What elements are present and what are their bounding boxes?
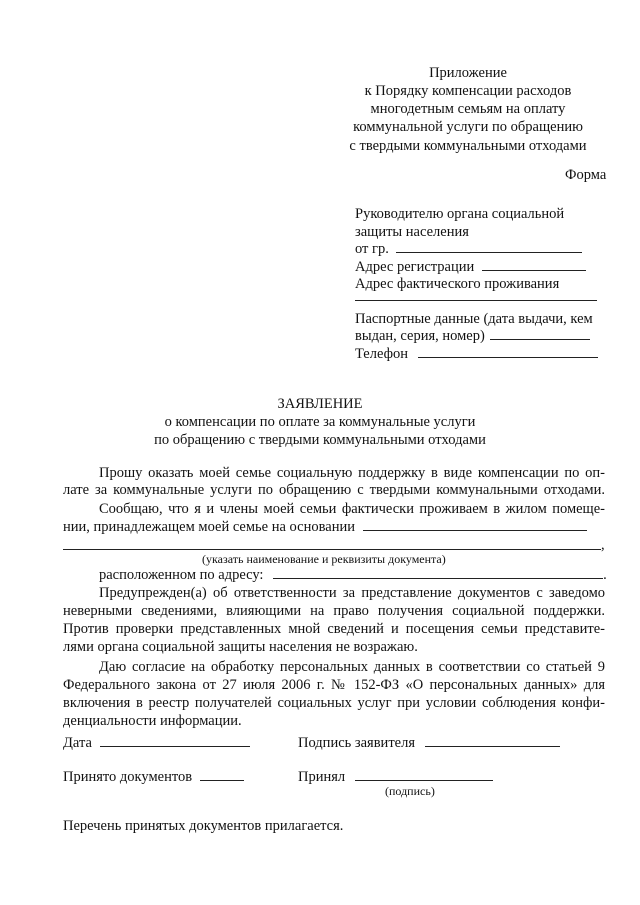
signature-hint: (подпись) [385, 784, 435, 798]
title-sub1: о компенсации по оплате за коммунальные услуги [164, 414, 476, 431]
basis-line-2[interactable] [63, 549, 601, 550]
document-title [0, 395, 640, 449]
date-label: Дата [63, 735, 92, 751]
header-line: Приложение [429, 65, 507, 81]
paragraph-4-line2: Федерального закона от 27 июля 2006 г. № 152-ФЗ «О персональных данных» для [63, 677, 605, 693]
basis-label: нии, принадлежащем моей семье на основании [63, 519, 355, 535]
actual-address-label: Адрес фактического проживания [355, 276, 560, 292]
paragraph-3-line4: лями органа социальной защиты населения не возражаю. [63, 639, 418, 655]
date-field[interactable] [63, 734, 250, 752]
docs-accepted-field[interactable] [63, 768, 244, 786]
paragraph-3-line2: неверными сведениями, влияющими на право получения социальной поддержки. [63, 603, 605, 619]
addressee-line1: Руководителю органа социальной [355, 206, 565, 222]
from-line[interactable] [396, 252, 582, 253]
applicant-signature-field[interactable] [298, 734, 560, 752]
paragraph-4-line1: Даю согласие на обработку персональных данных в соответствии со статьей 9 [99, 659, 605, 675]
from-label: от гр. [355, 241, 389, 257]
title-main: ЗАЯВЛЕНИЕ [277, 396, 363, 412]
header-line: с твердыми коммунальными отходами [349, 137, 587, 154]
paragraph-3-line3: Против проверки представленных мной сведений и посещения семьи представите- [63, 621, 605, 637]
actual-address-line[interactable] [355, 300, 597, 301]
paragraph-2-line1: Сообщаю, что я и члены моей семьи фактически проживаем в жилом помеще- [99, 501, 605, 517]
property-address-label: расположенном по адресу: [99, 567, 264, 583]
paragraph-4-line3: включения в реестр получателей социальных услуг при условии соблюдения конфи- [63, 695, 605, 711]
phone-field[interactable] [355, 345, 598, 363]
docs-accepted-label: Принято документов [63, 769, 193, 785]
docs-accepted-line[interactable] [200, 780, 244, 781]
from-field[interactable] [355, 240, 582, 258]
passport-label-line2: выдан, серия, номер) [355, 328, 485, 344]
appendix-header [318, 64, 618, 155]
registration-field[interactable] [355, 258, 586, 276]
passport-line[interactable] [490, 339, 590, 340]
paragraph-3-line1: Предупрежден(а) об ответственности за представление документов с заведомо [99, 585, 605, 601]
header-line: коммунальной услуги по обращению [353, 119, 583, 136]
signature-line[interactable] [425, 746, 560, 747]
header-line: к Порядку компенсации расходов [364, 83, 572, 100]
accepted-by-label: Принял [298, 769, 346, 785]
property-address-end: . [603, 567, 607, 583]
property-address-field[interactable] [99, 566, 607, 584]
passport-label-line1: Паспортные данные (дата выдачи, кем [355, 311, 593, 327]
phone-label: Телефон [355, 346, 408, 362]
header-line: многодетным семьям на оплату [370, 101, 566, 118]
paragraph-1-line2: лате за коммунальные услуги по обращению с твердыми коммунальными отходами. [63, 482, 605, 498]
basis-comma: , [601, 537, 605, 553]
property-address-line[interactable] [273, 578, 603, 579]
paragraph-1-line1: Прошу оказать моей семье социальную поддержку в виде компенсации по оп- [99, 465, 605, 481]
passport-field[interactable] [355, 327, 590, 345]
basis-line[interactable] [363, 530, 587, 531]
form-label: Форма [565, 167, 607, 183]
accepted-by-line[interactable] [355, 780, 493, 781]
document-hint: (указать наименование и реквизиты документа) [202, 552, 446, 566]
addressee-line2: защиты населения [355, 224, 469, 240]
paragraph-4-line4: денциальности информации. [63, 713, 242, 729]
signature-label: Подпись заявителя [298, 735, 415, 751]
registration-label: Адрес регистрации [355, 259, 475, 275]
registration-line[interactable] [482, 270, 586, 271]
phone-line[interactable] [418, 357, 598, 358]
date-line[interactable] [100, 746, 250, 747]
basis-field[interactable] [63, 518, 587, 536]
title-sub2: по обращению с твердыми коммунальными отходами [154, 432, 486, 449]
attached-note: Перечень принятых документов прилагается. [63, 818, 344, 834]
